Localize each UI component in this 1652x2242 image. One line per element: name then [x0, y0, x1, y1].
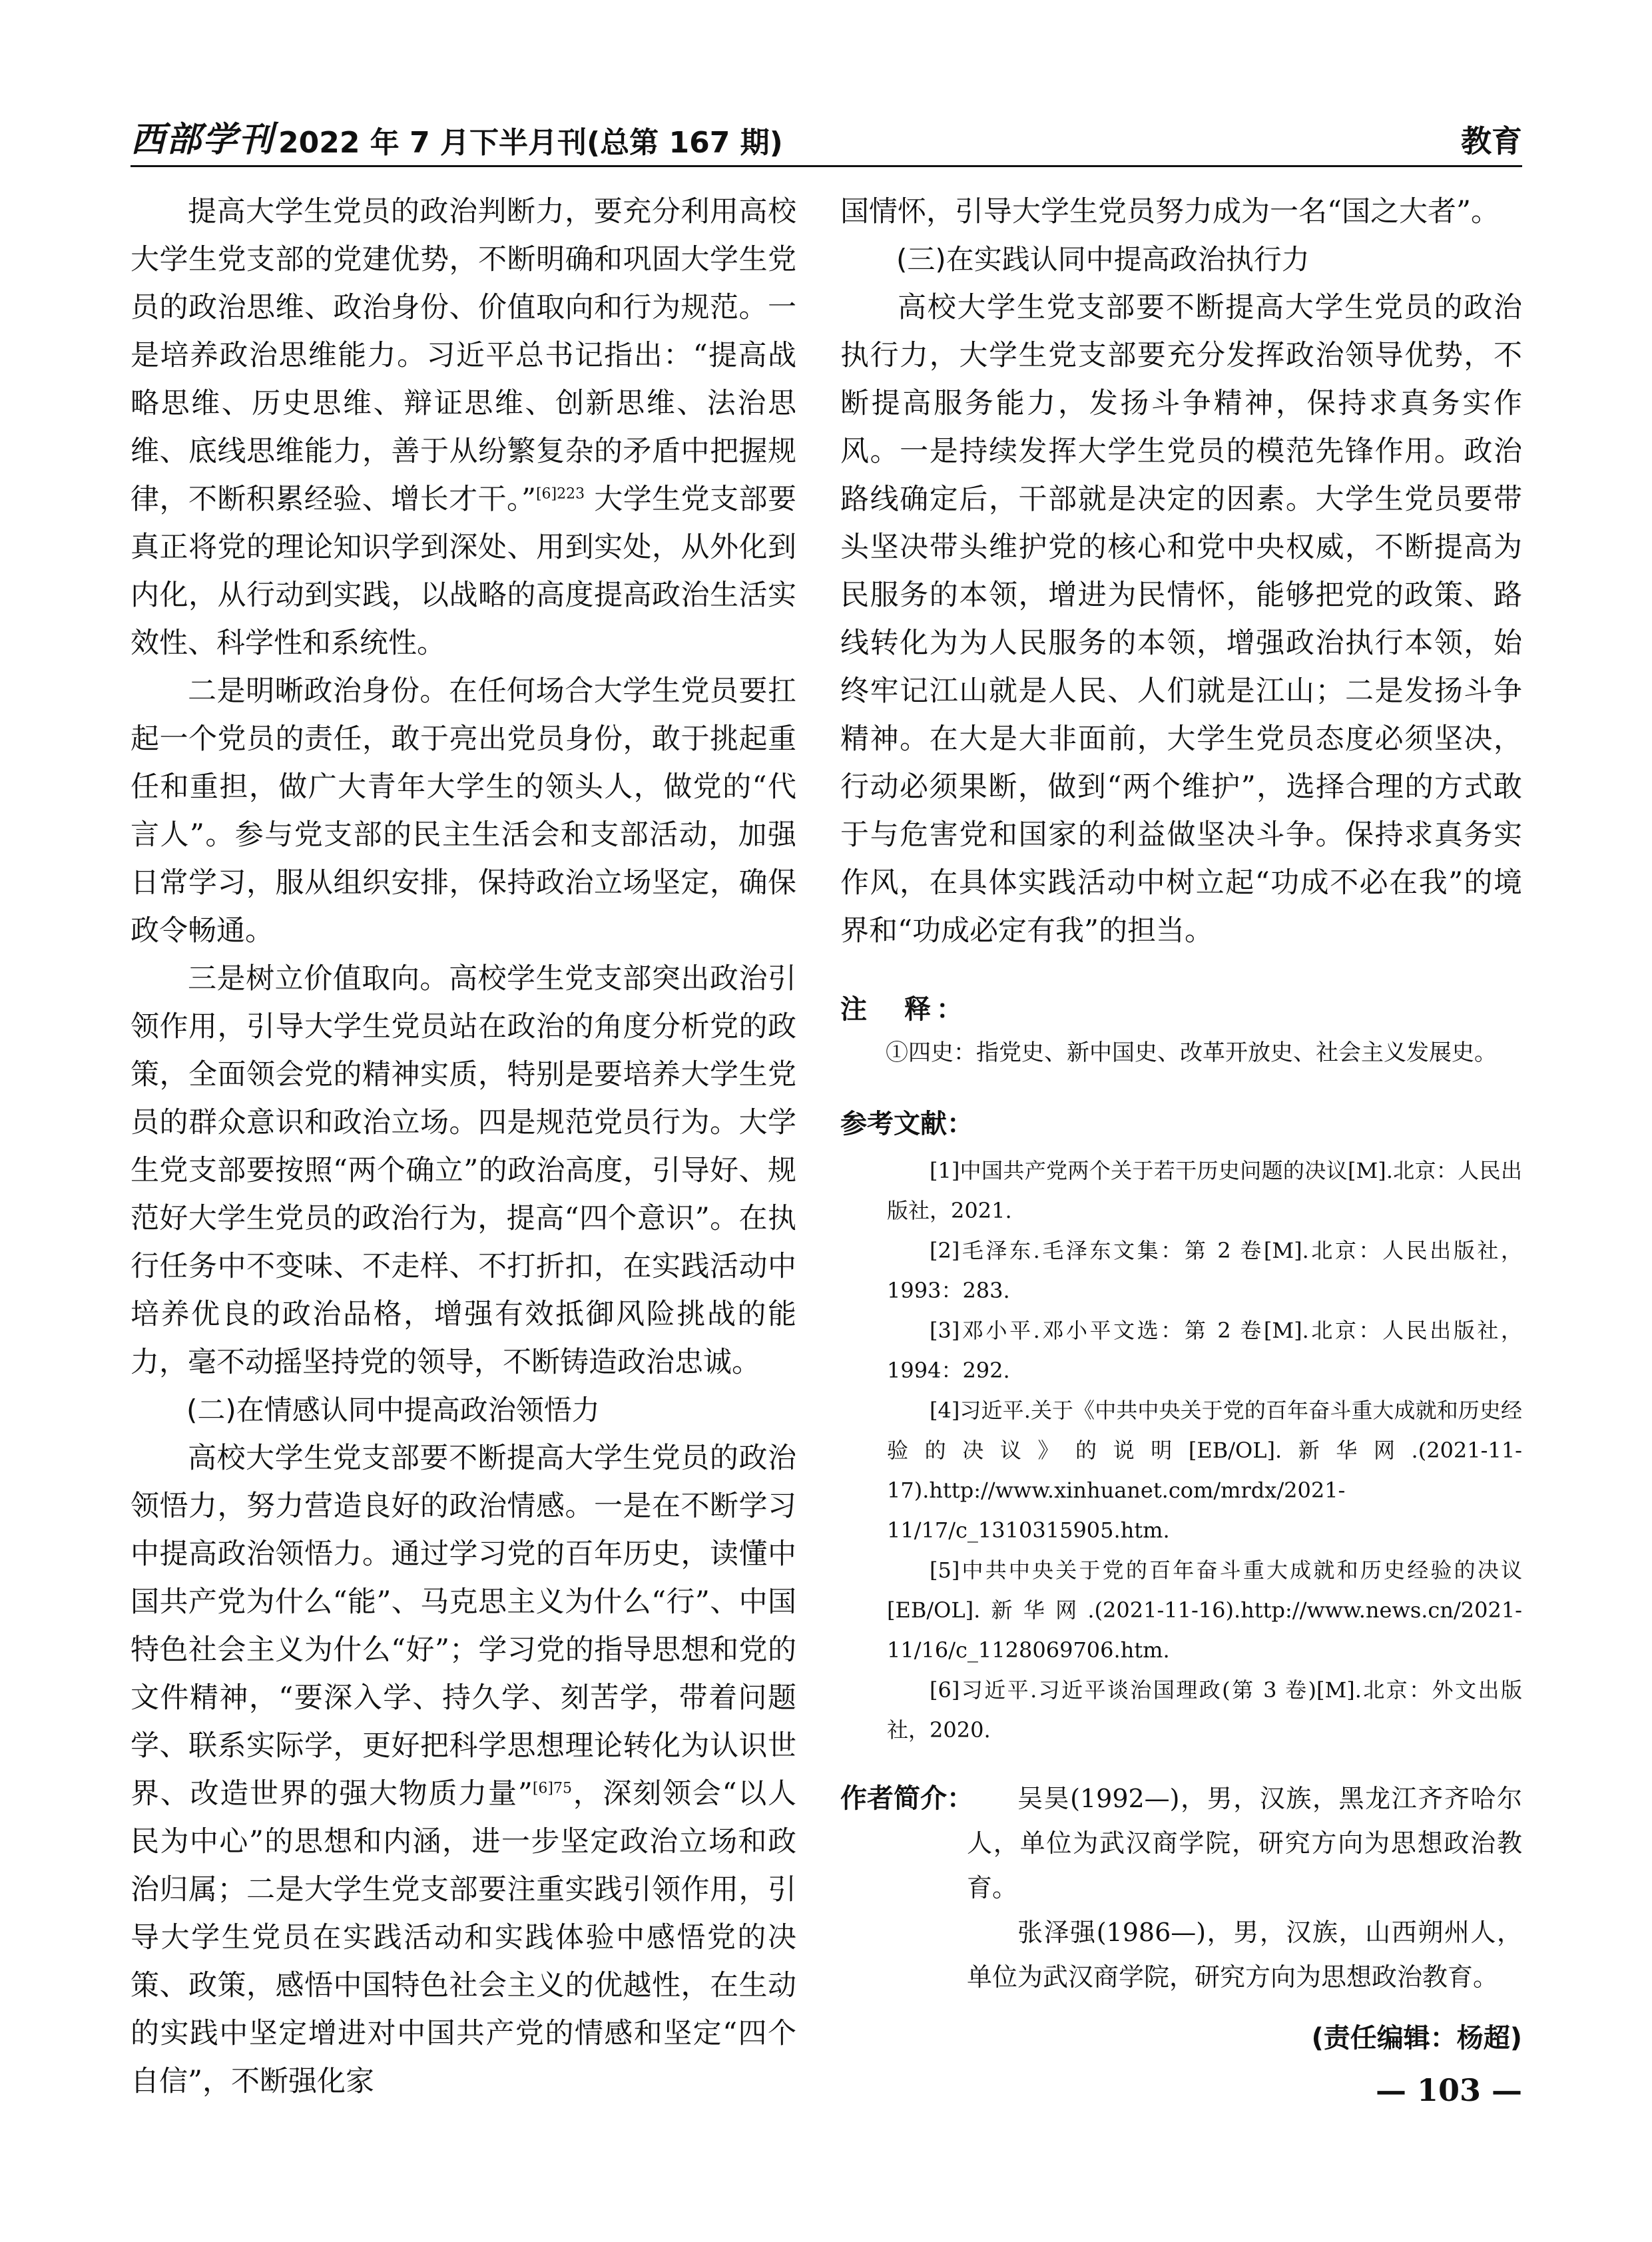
- reference-list: [840, 1151, 1522, 1750]
- responsible-editor: (责任编辑：杨超): [1311, 2023, 1522, 2054]
- journal-logo: 西部学刊: [131, 119, 275, 160]
- paragraph: 三是树立价值取向。高校学生党支部突出政治引领作用，引导大学生党员站在政治的角度分析党的政策，全面领会党的精神实质，特别是要培养大学生党员的群众意识和政治立场。四是规范党员行为。大学生党支部要按照“两个确立”的政治高度，引导好、规范好大学生党员的政治行为，提高“四个意识”。在执行任务中不变味、不走样、不打折扣，在实践活动中培养优良的政治品格，增强有效抵御风险挑战的能力，毫不动摇坚持党的领导，不断铸造政治忠诚。: [131, 962, 796, 1379]
- subsection-heading: (二)在情感认同中提高政治领悟力: [186, 1394, 600, 1426]
- paragraph-text: 高校大学生党支部要不断提高大学生党员的政治领悟力，努力营造良好的政治情感。一是在不断学习中提高政治领悟力。通过学习党的百年历史，读懂中国共产党为什么“能”、马克思主义为什么“行”、中国特色社会主义为什么“好”；学习党的指导思想和党的文件精神，“要深入学、持久学、刻苦学，带着问题学、联系实际学，更好把科学思想理论转化为认识世界、改造世界的强大物质力量”: [131, 1442, 796, 1811]
- author-bio-body: [967, 1777, 1522, 2000]
- citation-superscript: [6]75: [532, 1780, 572, 1797]
- left-column: [131, 188, 796, 2105]
- paragraph: [131, 1434, 796, 2105]
- reference-item: [6]习近平.习近平谈治国理政(第 3 卷)[M].北京：外文出版社，2020.: [887, 1677, 1522, 1743]
- paragraph-text: 提高大学生党员的政治判断力，要充分利用高校大学生党支部的党建优势，不断明确和巩固大学生党员的政治思维、政治身份、价值取向和行为规范。一是培养政治思维能力。习近平总书记指出：“提高战略思维、历史思维、辩证思维、创新思维、法治思维、底线思维能力，善于从纷繁复杂的矛盾中把握规律，不断积累经验、增长才干。”: [131, 195, 796, 516]
- right-column: [840, 188, 1522, 2111]
- reference-item: [4]习近平.关于《中共中央关于党的百年奋斗重大成就和历史经验的决议》的说明[EB/OL].新华网.(2021-11-17).http://www.xinhuanet.com/mrdx/2021-11/17/c_1310315905.htm.: [887, 1398, 1522, 1543]
- paragraph-text: 大学生党支部要真正将党的理论知识学到深处、用到实处，从外化到内化，从行动到实践，以战略的高度提高政治生活实效性、科学性和系统性。: [131, 483, 797, 660]
- paragraph-text: ，深刻领会“以人民为中心”的思想和内涵，进一步坚定政治立场和政治归属；二是大学生党支部要注重实践引领作用，引导大学生党员在实践活动和实践体验中感悟党的决策、政策，感悟中国特色社会主义的优越性，在生动的实践中坚定增进对中国共产党的情感和坚定“四个自信”，不断强化家: [131, 1777, 797, 2098]
- paragraph: 国情怀，引导大学生党员努力成为一名“国之大者”。: [840, 195, 1500, 228]
- paragraph: [131, 188, 796, 667]
- issue-info: 2022 年 7 月下半月刊(总第 167 期): [278, 126, 783, 160]
- section-name: 教育: [1461, 123, 1522, 159]
- paragraph: 二是明晰政治身份。在任何场合大学生党员要扛起一个党员的责任，敢于亮出党员身份，敢于挑起重任和重担，做广大青年大学生的领头人，做党的“代言人”。参与党支部的民主生活会和支部活动，加强日常学习，服从组织安排，保持政治立场坚定，确保政令畅通。: [131, 675, 796, 948]
- subsection-heading: (三)在实践认同中提高政治执行力: [896, 243, 1310, 276]
- reference-item: [2]毛泽东.毛泽东文集：第 2 卷[M].北京：人民出版社，1993：283.: [887, 1238, 1522, 1303]
- header-left: [131, 111, 783, 161]
- references-heading: 参考文献：: [840, 1109, 973, 1139]
- author-bio: [840, 1777, 1522, 2000]
- note-item: ①四史：指党史、新中国史、改革开放史、社会主义发展史。: [886, 1039, 1497, 1066]
- citation-superscript: [6]223: [535, 485, 585, 503]
- reference-item: [3]邓小平.邓小平文选：第 2 卷[M].北京：人民出版社，1994：292.: [887, 1318, 1522, 1383]
- author-bio-label: 作者简介：: [840, 1783, 973, 1814]
- reference-item: [1]中国共产党两个关于若干历史问题的决议[M].北京：人民出版社，2021.: [887, 1158, 1522, 1223]
- notes-heading: 注 释：: [840, 994, 968, 1025]
- running-header: [131, 115, 1522, 161]
- paragraph: 高校大学生党支部要不断提高大学生党员的政治执行力，大学生党支部要充分发挥政治领导优势，不断提高服务能力，发扬斗争精神，保持求真务实作风。一是持续发挥大学生党员的模范先锋作用。政治路线确定后，干部就是决定的因素。大学生党员要带头坚决带头维护党的核心和党中央权威，不断提高为民服务的本领，增进为民情怀，能够把党的政策、路线转化为为人民服务的本领，增强政治执行本领，始终牢记江山就是人民、人们就是江山；二是发扬斗争精神。在大是大非面前，大学生党员态度必须坚决，行动必须果断，做到“两个维护”，选择合理的方式敢于与危害党和国家的利益做坚决斗争。保持求真务实作风，在具体实践活动中树立起“功成不必在我”的境界和“功成必定有我”的担当。: [840, 291, 1522, 948]
- page-number: — 103 —: [1375, 2072, 1522, 2108]
- author-entry: 吴昊(1992—)，男，汉族，黑龙江齐齐哈尔人，单位为武汉商学院，研究方向为思想政治教育。: [967, 1784, 1522, 1902]
- reference-item: [5]中共中央关于党的百年奋斗重大成就和历史经验的决议[EB/OL].新华网.(2021-11-16).http://www.news.cn/2021-11/16/c_1128069706.htm.: [887, 1557, 1522, 1663]
- header-rule: [131, 165, 1522, 167]
- author-entry: 张泽强(1986—)，男，汉族，山西朔州人，单位为武汉商学院，研究方向为思想政治教育。: [967, 1918, 1522, 1992]
